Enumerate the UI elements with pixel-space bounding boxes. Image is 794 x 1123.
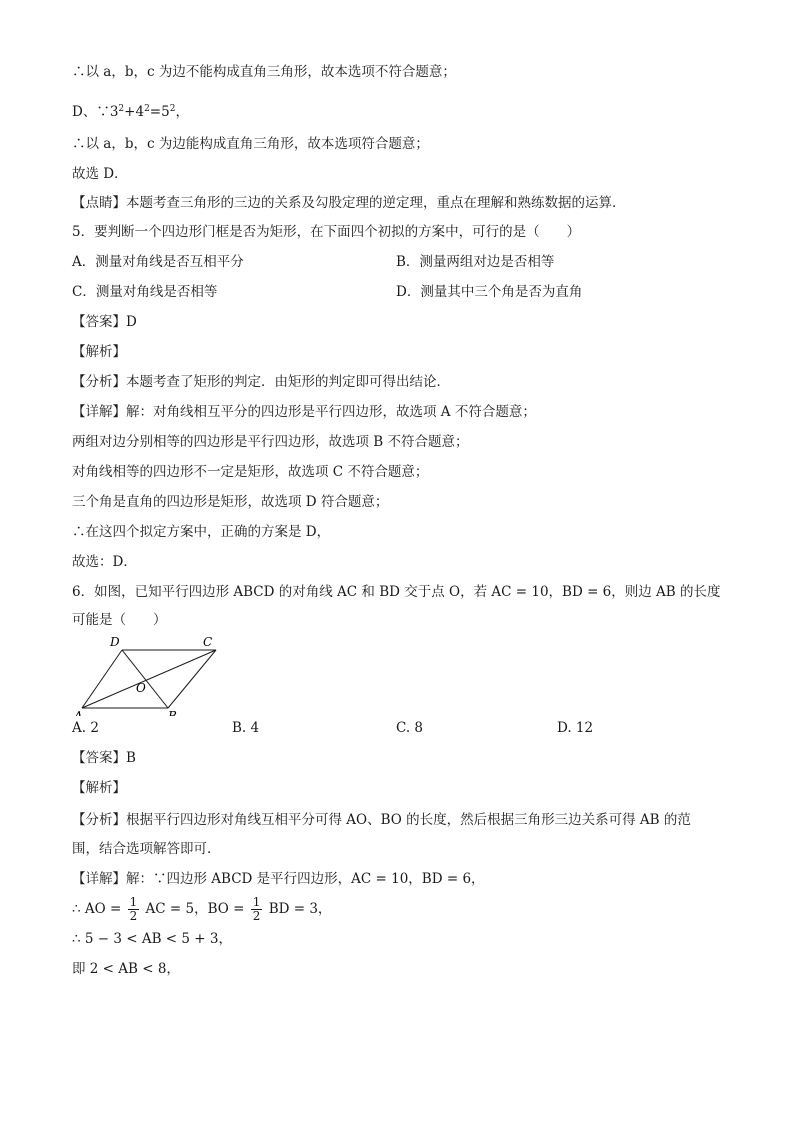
fraction-numerator: 1: [252, 895, 261, 909]
math-text: AC = 5，BO =: [145, 901, 245, 917]
detail-line: 【详解】解：∵四边形 ABCD 是平行四边形，AC = 10，BD = 6，: [72, 871, 485, 887]
label-c: C: [203, 635, 213, 649]
exponent: 2: [169, 104, 176, 114]
parallelogram-figure: [72, 634, 732, 720]
label-b: B: [168, 709, 177, 716]
answer-label: 【答案】D: [72, 314, 137, 330]
diagonal-bd: [122, 650, 168, 708]
question-6-line-2: 可能是（ ）: [72, 612, 167, 628]
q5-options-row-2: [72, 282, 732, 302]
q6-options-row: [72, 718, 732, 738]
equation-part: =5: [149, 104, 170, 120]
equation-part: ，: [175, 104, 189, 120]
fraction-numerator: 1: [129, 895, 138, 909]
option-a: A．测量对角线是否互相平分: [72, 254, 244, 270]
analysis-line: 【分析】根据平行四边形对角线互相平分可得 AO、BO 的长度，然后根据三角形三边关系可得 AB 的范: [72, 812, 691, 828]
analysis-heading: 【解析】: [72, 344, 126, 360]
option-c: C. 8: [396, 720, 424, 736]
analysis-heading: 【解析】: [72, 780, 126, 796]
fraction-denominator: 2: [129, 909, 138, 923]
label-a: A: [74, 709, 83, 716]
detail-line: 【详解】解：对角线相互平分的四边形是平行四边形，故选项 A 不符合题意；: [72, 404, 536, 420]
text-line-equation: [72, 102, 732, 122]
label-d: D: [110, 635, 120, 649]
option-b: B. 4: [232, 720, 260, 736]
option-d: D. 12: [557, 720, 594, 736]
exponent: 2: [144, 104, 150, 114]
side-bc: [168, 650, 216, 708]
text-line: ∴以 a，b，c 为边能构成直角三角形，故本选项符合题意；: [72, 136, 429, 152]
option-b: B．测量两组对边是否相等: [396, 254, 555, 270]
exponent: 2: [118, 104, 125, 114]
detail-line-fractions: [72, 893, 732, 925]
math-text: ∴ AO =: [72, 901, 122, 917]
q5-options-row-1: [72, 252, 732, 272]
detail-line: 三个角是直角的四边形是矩形，故选项 D 符合题意；: [72, 494, 389, 510]
note-line: 【点睛】本题考查三角形的三边的关系及勾股定理的逆定理，重点在理解和熟练数据的运算．: [72, 195, 626, 211]
analysis-line: 围，结合选项解答即可．: [72, 841, 221, 857]
detail-line: 两组对边分别相等的四边形是平行四边形，故选项 B 不符合题意；: [72, 434, 469, 450]
option-d: D．测量其中三个角是否为直角: [396, 284, 583, 300]
question-5: 5．要判断一个四边形门框是否为矩形，在下面四个初拟的方案中，可行的是（ ）: [72, 224, 581, 240]
answer-label: 【答案】B: [72, 750, 136, 766]
detail-line: ∴ 5 − 3 < AB < 5 + 3，: [72, 931, 232, 947]
analysis-line: 【分析】本题考查了矩形的判定．由矩形的判定即可得出结论．: [72, 374, 450, 390]
detail-line: 对角线相等的四边形不一定是矩形，故选项 C 不符合题意；: [72, 464, 429, 480]
equation-part: D、∵3: [72, 104, 119, 120]
detail-line: 故选：D．: [72, 554, 137, 570]
option-a: A. 2: [72, 720, 99, 736]
detail-line: 即 2 < AB < 8，: [72, 961, 180, 977]
parallelogram-diagram: [72, 634, 232, 716]
fraction-denominator: 2: [252, 909, 261, 923]
label-o: O: [136, 681, 146, 695]
math-text: BD = 3，: [268, 901, 332, 917]
text-line: ∴以 a，b，c 为边不能构成直角三角形，故本选项不符合题意；: [72, 64, 456, 80]
question-6-line-1: 6．如图，已知平行四边形 ABCD 的对角线 AC 和 BD 交于点 O，若 AC = 10，BD = 6，则边 AB 的长度: [72, 584, 721, 600]
fraction-half: [251, 896, 263, 923]
document-page: [72, 62, 732, 979]
equation-part: +4: [124, 104, 145, 120]
detail-line: ∴在这四个拟定方案中，正确的方案是 D，: [72, 524, 331, 540]
option-c: C．测量对角线是否相等: [72, 284, 218, 300]
fraction-half: [128, 896, 140, 923]
text-line: 故选 D．: [72, 166, 128, 182]
